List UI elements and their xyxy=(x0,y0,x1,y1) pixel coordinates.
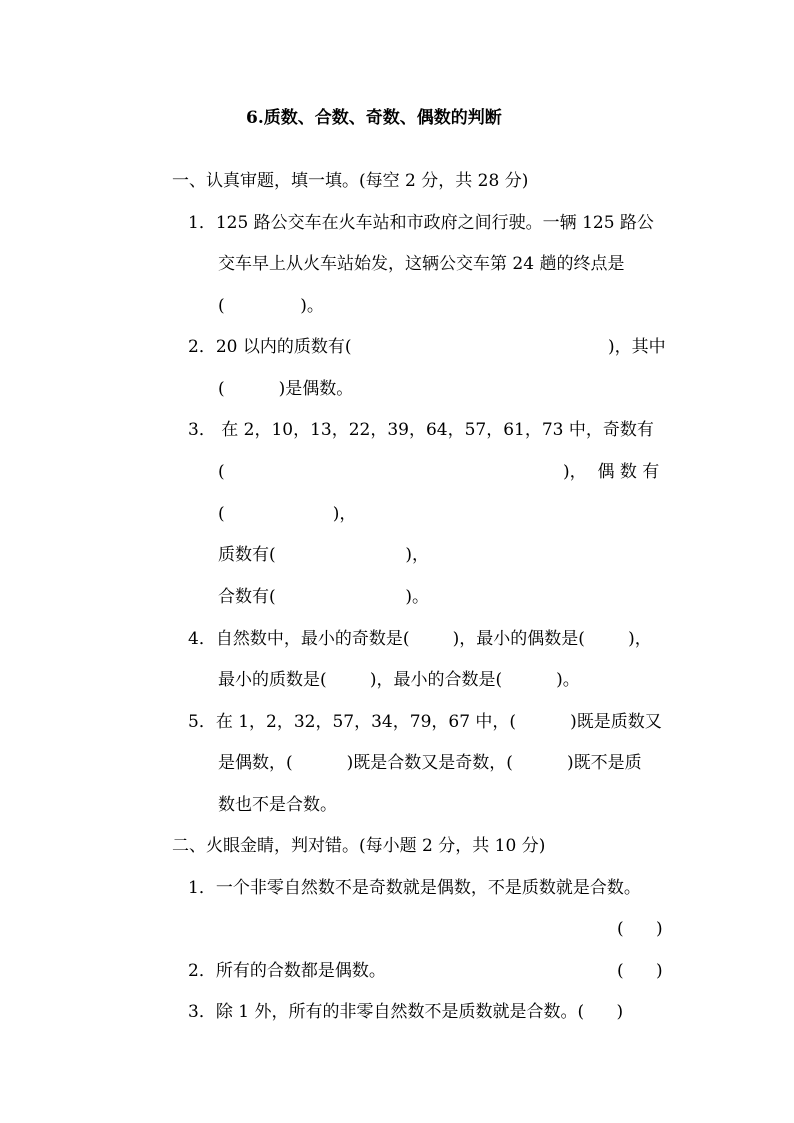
question-1-line-2: 交车早上从火车站始发，这辆公交车第 24 趟的终点是 xyxy=(218,254,625,274)
judge-question-2-answer[interactable]: ( ) xyxy=(617,961,663,981)
section-1-heading: 一、认真审题，填一填。(每空 2 分，共 28 分) xyxy=(172,171,529,191)
question-3-even-label: )， 偶 数 有 xyxy=(563,462,660,482)
judge-question-3: 3．除 1 外，所有的非零自然数不是质数就是合数。( ) xyxy=(188,1002,624,1022)
question-3-composite-blank[interactable]: 合数有( )。 xyxy=(218,587,429,607)
question-2-line-1-end: )，其中 xyxy=(608,337,666,357)
judge-question-2: 2．所有的合数都是偶数。 xyxy=(188,961,386,981)
question-3-line-1: 3． 在 2，10，13，22，39，64，57，61，73 中，奇数有 xyxy=(188,420,654,440)
question-4-line-1: 4．自然数中，最小的奇数是( )，最小的偶数是( )， xyxy=(188,629,652,649)
question-4-line-2: 最小的质数是( )，最小的合数是( )。 xyxy=(218,670,580,690)
question-2-line-1-start: 2．20 以内的质数有( xyxy=(188,337,352,357)
judge-question-1-answer[interactable]: ( ) xyxy=(617,919,663,939)
question-1-answer-blank[interactable]: ( )。 xyxy=(218,296,324,316)
question-2-answer-blank[interactable]: ( )是偶数。 xyxy=(218,379,354,399)
question-5-line-3: 数也不是合数。 xyxy=(218,795,337,815)
question-3-prime-blank[interactable]: 质数有( )， xyxy=(218,545,429,565)
question-3-even-blank[interactable]: ( )， xyxy=(218,504,357,524)
question-5-line-1: 5．在 1，2，32，57，34，79，67 中，( )既是质数又 xyxy=(188,712,662,732)
page-title: 6.质数、合数、奇数、偶数的判断 xyxy=(246,108,502,128)
question-1-line-1: 1．125 路公交车在火车站和市政府之间行驶。一辆 125 路公 xyxy=(188,213,654,233)
question-3-odd-blank[interactable]: ( xyxy=(218,462,225,482)
judge-question-1: 1．一个非零自然数不是奇数就是偶数，不是质数就是合数。 xyxy=(188,878,641,898)
section-2-heading: 二、火眼金睛，判对错。(每小题 2 分，共 10 分) xyxy=(172,836,546,856)
question-5-line-2: 是偶数，( )既是合数又是奇数，( )既不是质 xyxy=(218,753,642,773)
